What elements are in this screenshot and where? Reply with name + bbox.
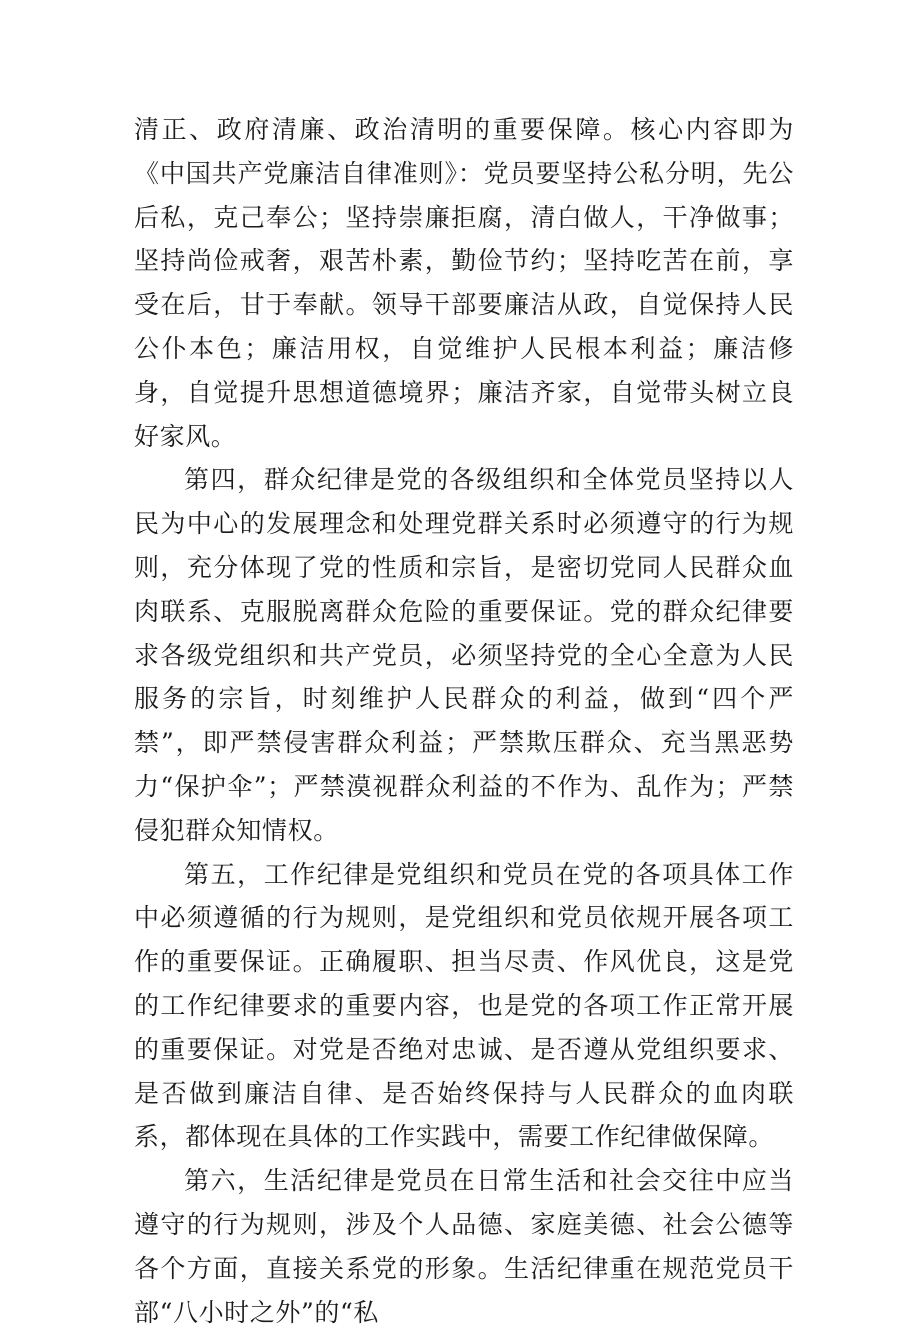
paragraph-life-discipline: 第六，生活纪律是党员在日常生活和社会交往中应当遵守的行为规则，涉及个人品德、家庭美德、社会公德等各个方面，直接关系党的形象。生活纪律重在规范党员干部“八小时之外”的“私 bbox=[134, 1166, 794, 1327]
paragraph-mass-discipline: 第四，群众纪律是党的各级组织和全体党员坚持以人民为中心的发展理念和处理党群关系时必须遵守的行为规则，充分体现了党的性质和宗旨，是密切党同人民群众血肉联系、克服脱离群众危险的重要保证。党的群众纪律要求各级党组织和共产党员，必须坚持党的全心全意为人民服务的宗旨，时刻维护人民群众的利益，做到“四个严禁”，即严禁侵害群众利益；严禁欺压群众、充当黑恶势力“保护伞”；严禁漠视群众利益的不作为、乱作为；严禁侵犯群众知情权。 bbox=[134, 465, 794, 845]
document-body bbox=[134, 108, 794, 1334]
paragraph-continued-integrity-discipline: 清正、政府清廉、政治清明的重要保障。核心内容即为《中国共产党廉洁自律准则》：党员要坚持公私分明，先公后私，克己奉公；坚持崇廉拒腐，清白做人，干净做事；坚持尚俭戒奢，艰苦朴素，勤俭节约；坚持吃苦在前，享受在后，甘于奉献。领导干部要廉洁从政，自觉保持人民公仆本色；廉洁用权，自觉维护人民根本利益；廉洁修身，自觉提升思想道德境界；廉洁齐家，自觉带头树立良好家风。 bbox=[134, 115, 794, 451]
paragraph-work-discipline: 第五，工作纪律是党组织和党员在党的各项具体工作中必须遵循的行为规则，是党组织和党员依规开展各项工作的重要保证。正确履职、担当尽责、作风优良，这是党的工作纪律要求的重要内容，也是党的各项工作正常开展的重要保证。对党是否绝对忠诚、是否遵从党组织要求、是否做到廉洁自律、是否始终保持与人民群众的血肉联系，都体现在具体的工作实践中，需要工作纪律做保障。 bbox=[134, 859, 794, 1152]
